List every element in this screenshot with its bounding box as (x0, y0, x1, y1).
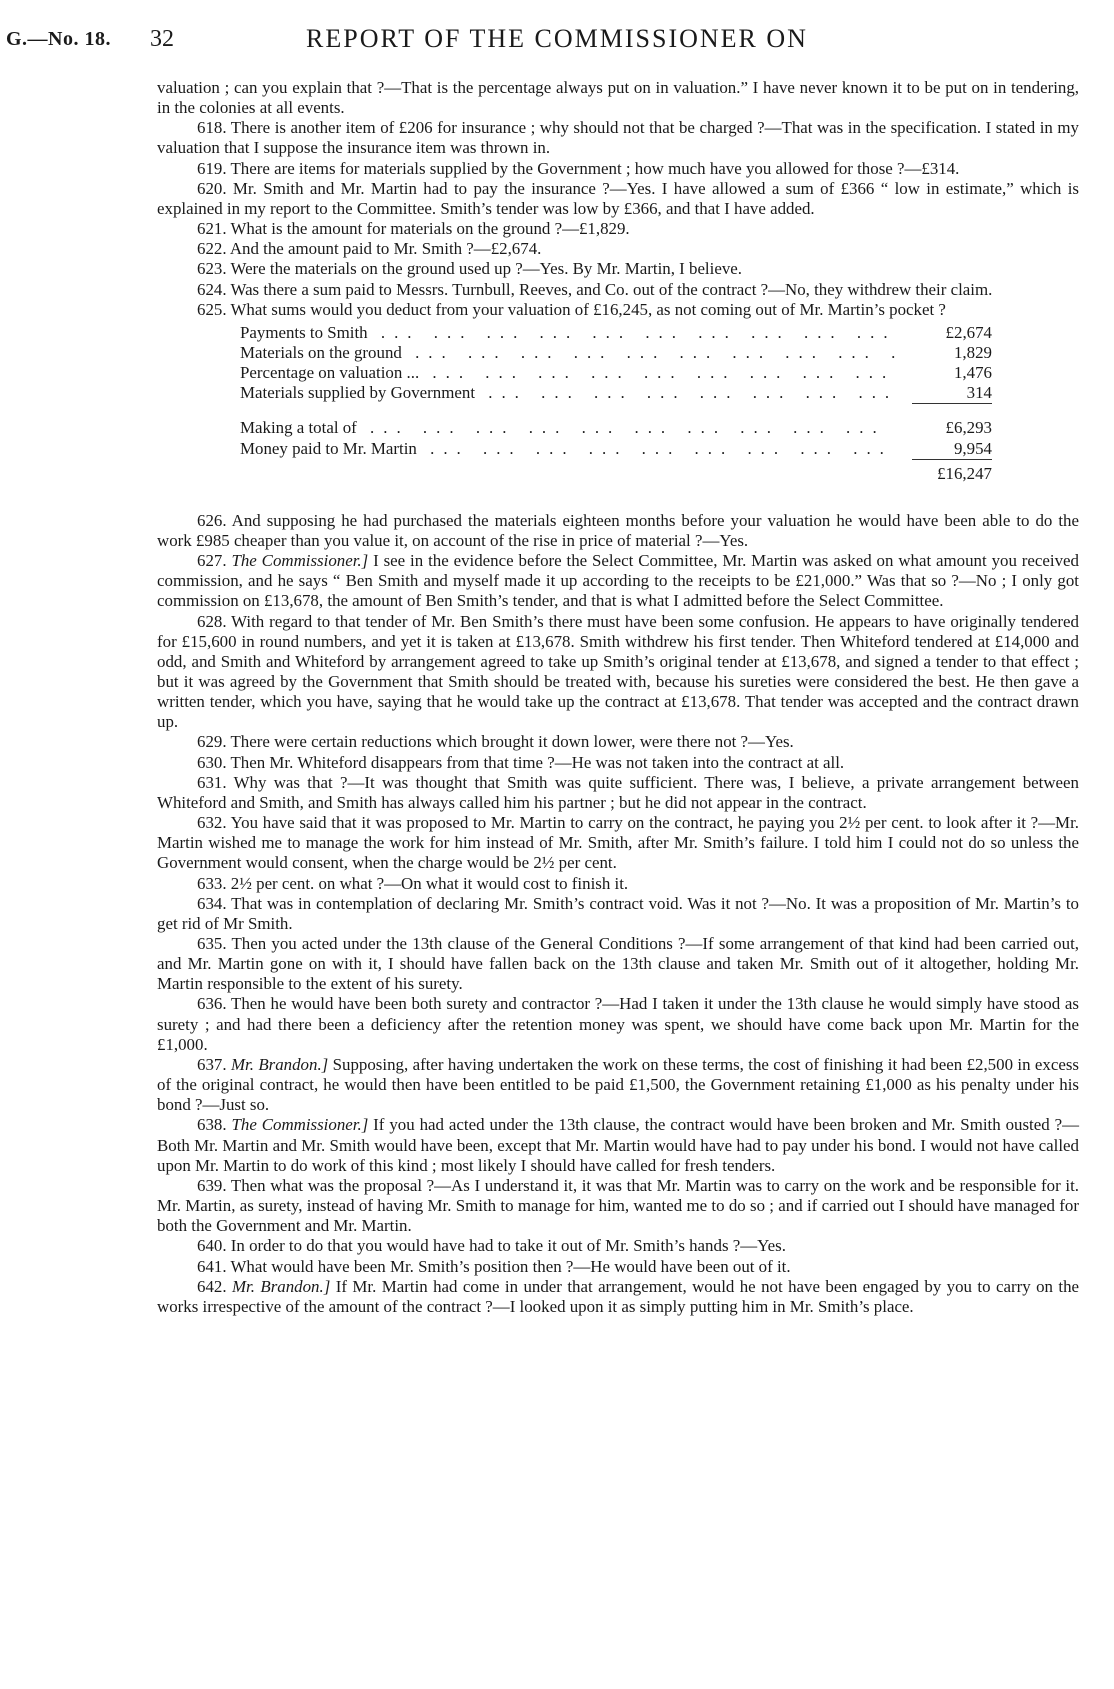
testimony-paragraph (157, 551, 1079, 611)
testimony-paragraph (157, 1236, 1079, 1256)
paragraph-text: 621. What is the amount for materials on the ground ?—£1,829. (197, 219, 630, 239)
calc-label: Money paid to Mr. Martin ... (240, 439, 904, 459)
calc-amount: 1,829 (953, 343, 992, 363)
calc-amount: 314 (966, 383, 992, 403)
testimony-paragraph (157, 219, 1079, 239)
grand-total-row (240, 460, 992, 484)
testimony-paragraph (157, 1257, 1079, 1277)
page-header (0, 22, 1114, 62)
testimony-paragraph (157, 934, 1079, 994)
testimony-paragraph (157, 1176, 1079, 1236)
running-title: REPORT OF THE COMMISSIONER ON (306, 24, 808, 53)
paragraph-text: 633. 2½ per cent. on what ?—On what it would cost to finish it. (197, 873, 629, 893)
calc-row (240, 439, 992, 459)
paragraph-text: 622. And the amount paid to Mr. Smith ?—£2,674. (197, 239, 542, 259)
paragraph-text: Supposing, after having undertaken the work on these terms, the cost of finishing it had been £2,500 in excess of the original contract, he would then have been entitled to be paid £1,500, the Government retaining £1,000 as his penalty under his bond ?—Just so. (157, 1054, 1080, 1115)
speaker-name: Mr. Brandon.] (230, 1054, 329, 1074)
paragraph-text: 640. In order to do that you would have had to take it out of Mr. Smith’s hands ?—Yes. (197, 1236, 786, 1256)
paragraph-text: If Mr. Martin had come in under that arrangement, would he not have been engaged by you to carry on the works irrespective of the amount of the contract ?—I looked upon it as simply putting him in Mr. Smith’s place. (157, 1276, 1080, 1316)
paragraph-text: 625. What sums would you deduct from your valuation of £16,245, as not coming out of Mr. Martin’s pocket ? (197, 299, 946, 319)
testimony-after (157, 511, 1079, 1317)
testimony-paragraph (157, 280, 1079, 300)
testimony-paragraph (157, 118, 1079, 158)
testimony-paragraph (157, 159, 1079, 179)
calc-label: Materials supplied by Government ... (240, 383, 904, 403)
deduction-calculation (240, 323, 992, 484)
paragraph-text: 626. And supposing he had purchased the materials eighteen months before your valuation he would have been able to do the work £985 cheaper than you value it, on account of the rise in price of material ?—Yes. (157, 510, 1079, 550)
paragraph-text: 635. Then you acted under the 13th clause of the General Conditions ?—If some arrangement of that kind had been carried out, and Mr. Martin gone on with it, I should have fallen back on the 13th clause and taken Mr. Smith out of it altogether, holding Mr. Martin responsible to the extent of his surety. (157, 934, 1079, 994)
calc-label: Making a total of ... (240, 418, 904, 438)
paragraph-text: 641. What would have been Mr. Smith’s position then ?—He would have been out of it. (197, 1256, 791, 1276)
testimony-paragraph (157, 773, 1079, 813)
speaker-name: The Commissioner.] (231, 551, 369, 571)
testimony-paragraph (157, 1277, 1079, 1317)
question-number: 637. (197, 1054, 231, 1074)
calc-label: Percentage on valuation ... ... (240, 363, 904, 383)
speaker-name: The Commissioner.] (231, 1115, 369, 1135)
calc-row (240, 383, 992, 403)
paragraph-text: 620. Mr. Smith and Mr. Martin had to pay the insurance ?—Yes. I have allowed a sum of £366 “ low in estimate,” which is explained in my report to the Committee. Smith’s tender was low by £366, and that I have added. (157, 178, 1079, 218)
calc-row (240, 323, 992, 343)
paragraph-text: 628. With regard to that tender of Mr. Ben Smith’s there must have been some confusion. He appears to have originally tendered for £15,600 in round numbers, and yet it is taken at £13,678. Smith withdrew his first tender. Then Whiteford tendered at £14,000 and odd, and Smith and Whiteford by arrangement agreed to take up Smith’s original tender at £13,678, and signed a tender to that effect ; but it was agreed by the Government that Smith should be treated with, because his sureties were considered the best. He then gave a written tender, which you have, saying that he would take up the contract at £13,678. That tender was accepted and the contract drawn up. (157, 611, 1079, 732)
calc-amount: 9,954 (953, 438, 992, 458)
testimony-paragraph (157, 732, 1079, 752)
testimony-paragraph (157, 1055, 1079, 1115)
testimony-paragraph (157, 179, 1079, 219)
testimony-paragraph (157, 511, 1079, 551)
testimony-paragraph (157, 753, 1079, 773)
calc-group-deductions (240, 323, 992, 404)
page-number: 32 (150, 26, 174, 52)
testimony-paragraph (157, 994, 1079, 1054)
calc-amount: £2,674 (945, 322, 992, 342)
question-number: 627. (197, 551, 232, 571)
paragraph-text: 623. Were the materials on the ground used up ?—Yes. By Mr. Martin, I believe. (197, 259, 742, 279)
paragraph-text: 639. Then what was the proposal ?—As I understand it, it was that Mr. Martin was to carry on the work and be responsible for it. Mr. Martin, as surety, instead of having Mr. Smith to manage for him, wanted me to do so ; and if carried out I should have managed for both the Government and Mr. Martin. (157, 1175, 1079, 1236)
calc-amount: 1,476 (953, 363, 992, 383)
calc-amount: £6,293 (945, 418, 992, 438)
question-number: 638. (197, 1115, 232, 1135)
series-number: G.—No. 18. (6, 28, 111, 50)
paragraph-text: 630. Then Mr. Whiteford disappears from that time ?—He was not taken into the contract at all. (197, 752, 845, 772)
calc-label: Materials on the ground ... (240, 343, 904, 363)
testimony-paragraph (157, 894, 1079, 934)
calc-row (240, 418, 992, 438)
paragraph-text: 624. Was there a sum paid to Messrs. Turnbull, Reeves, and Co. out of the contract ?—No, they withdrew their claim. (197, 279, 993, 299)
testimony-paragraph (157, 1115, 1079, 1175)
grand-total: £16,247 (937, 463, 992, 483)
testimony-paragraph (157, 239, 1079, 259)
speaker-name: Mr. Brandon.] (231, 1276, 331, 1296)
testimony-paragraph (157, 612, 1079, 733)
calc-label: Payments to Smith ... (240, 323, 904, 343)
paragraph-text: 629. There were certain reductions which brought it down lower, were there not ?—Yes. (197, 732, 794, 752)
calc-row (240, 343, 992, 363)
testimony-paragraph (157, 78, 1079, 118)
paragraph-text: 619. There are items for materials supplied by the Government ; how much have you allowed for those ?—£314. (197, 158, 960, 178)
testimony-before (157, 78, 1079, 320)
paragraph-text: 632. You have said that it was proposed to Mr. Martin to carry on the contract, he paying you 2½ per cent. to look after it ?—Mr. Martin wished me to manage the work for him instead of Mr. Smith, after Mr. Smith’s failure. I told him I could not do so unless the Government would consent, when the charge would be 2½ per cent. (157, 813, 1079, 873)
calc-row (240, 363, 992, 383)
paragraph-text: I see in the evidence before the Select Committee, Mr. Martin was asked on what amount you received commission, and he says “ Ben Smith and myself made it up according to the receipts to be £21,000.” Was that so ?—No ; I only got commission on £13,678, the amount of Ben Smith’s tender, and that is what I admitted before the Select Committee. (157, 551, 1079, 611)
testimony-paragraph (157, 300, 1079, 320)
paragraph-text: If you had acted under the 13th clause, the contract would have been broken and Mr. Smith ousted ?—Both Mr. Martin and Mr. Smith would have been, except that Mr. Martin would have had to pay under his bond. I would not have called upon Mr. Martin to do work of this kind ; most likely I should have called for fresh tenders. (157, 1115, 1079, 1175)
paragraph-text: valuation ; can you explain that ?—That is the percentage always put on in valuation.” I have never known it to be put on in tendering, in the colonies at all events. (157, 78, 1079, 118)
testimony-paragraph (157, 874, 1079, 894)
calc-group-totals (240, 418, 992, 458)
paragraph-text: 618. There is another item of £206 for insurance ; why should not that be charged ?—That was in the specification. I stated in my valuation that I suppose the insurance item was thrown in. (157, 118, 1079, 158)
paragraph-text: 634. That was in contemplation of declaring Mr. Smith’s contract void. Was it not ?—No. It was a proposition of Mr. Martin’s to get rid of Mr Smith. (157, 893, 1079, 933)
document-body (157, 78, 1079, 1317)
testimony-paragraph (157, 813, 1079, 873)
paragraph-text: 636. Then he would have been both surety and contractor ?—Had I taken it under the 13th clause he would simply have stood as surety ; and had there been a deficiency after the retention money was spent, we should have come back upon Mr. Martin for the £1,000. (157, 994, 1079, 1054)
testimony-paragraph (157, 259, 1079, 279)
paragraph-text: 631. Why was that ?—It was thought that Smith was quite sufficient. There was, I believe, a private arrangement between Whiteford and Smith, and Smith has always called him his partner ; but he did not appear in the contract. (157, 772, 1079, 812)
question-number: 642. (197, 1276, 232, 1296)
